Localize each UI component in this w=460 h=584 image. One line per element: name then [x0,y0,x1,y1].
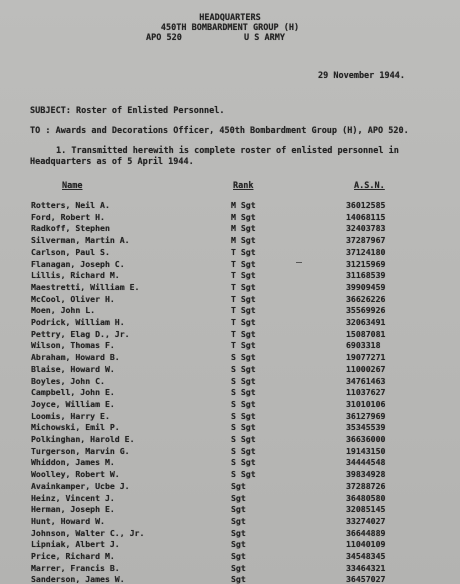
roster-rank: Sgt [231,551,246,561]
roster-name: Abraham, Howard B. [31,352,120,363]
column-header-asn: A.S.N. [354,181,385,191]
roster-asn: 36480580 [346,492,386,503]
roster-name: Herman, Joseph E. [31,504,115,515]
roster-asn: 36127969 [346,410,386,421]
document-date: 29 November 1944. [318,71,405,81]
roster-name: Hunt, Howard W. [31,515,105,526]
header-apo: APO 520 [146,33,182,43]
roster-asn: 34761463 [346,375,386,386]
roster-rank: T Sgt [231,340,256,351]
roster-name: Maestretti, William E. [31,281,140,292]
roster-rank: S Sgt [231,398,256,409]
roster-rank: M Sgt [231,223,256,234]
roster-asn: 11040109 [346,539,386,550]
column-header-rank: Rank [233,181,254,191]
roster-rank: M Sgt [231,235,256,246]
roster-name: Ford, Robert H. [31,211,105,222]
roster-asn: 36012585 [346,200,386,210]
header-army: U S ARMY [244,33,285,43]
roster-rank: Sgt [231,492,246,503]
roster-rank: S Sgt [231,469,256,480]
body-line-1: 1. Transmitted herewith is complete roster of enlisted personnel in [56,146,399,156]
roster-rank: T Sgt [231,246,256,257]
roster-asn: 33274027 [346,515,386,526]
roster-asn: 34548345 [346,551,386,561]
roster-name: Michowski, Emil P. [31,422,120,433]
subject-line: SUBJECT: Roster of Enlisted Personnel. [30,106,225,116]
roster-asn: 37124180 [346,246,386,257]
roster-rank: S Sgt [231,363,256,374]
roster-name: Marrer, Francis B. [31,562,120,573]
roster-name: Wilson, Thomas F. [31,340,115,351]
roster-name: Lillis, Richard M. [31,270,120,281]
roster-name: Avainkamper, Ucbe J. [31,480,130,491]
stray-mark [296,262,302,263]
roster-rank: S Sgt [231,434,256,444]
roster-rank: S Sgt [231,352,256,363]
roster-asn: 11000267 [346,363,386,374]
roster-name: Joyce, William E. [31,398,115,409]
roster-rank: T Sgt [231,258,256,269]
roster-rank: S Sgt [231,387,256,398]
body-line-2: Headquarters as of 5 April 1944. [30,157,194,167]
roster-rank: Sgt [231,515,246,526]
column-header-name: Name [62,181,83,191]
roster-rank: S Sgt [231,422,256,433]
roster-name: Campbell, John E. [31,387,115,398]
roster-asn: 32085145 [346,504,386,515]
roster-asn: 36626226 [346,293,386,304]
roster-rank: T Sgt [231,270,256,281]
roster-asn: 11037627 [346,387,386,398]
roster-asn: 37288726 [346,480,386,491]
roster-name: Turgerson, Marvin G. [31,445,130,456]
roster-rank: T Sgt [231,328,256,339]
roster-asn: 31168539 [346,270,386,281]
roster-asn: 34444548 [346,457,386,468]
roster-name: Podrick, William H. [31,317,125,327]
roster-rank: S Sgt [231,445,256,456]
roster-name: Blaise, Howard W. [31,363,115,374]
roster-rank: T Sgt [231,293,256,304]
roster-name: Lipniak, Albert J. [31,539,120,550]
roster-rank: Sgt [231,562,246,573]
roster-asn: 36636000 [346,434,386,444]
roster-name: Loomis, Harry E. [31,410,110,421]
roster-asn: 33464321 [346,562,386,573]
roster-rank: Sgt [231,480,246,491]
roster-name: Heinz, Vincent J. [31,492,115,503]
roster-rank: T Sgt [231,281,256,292]
roster-asn: 15087081 [346,328,386,339]
header-group: 450TH BOMBARDMENT GROUP (H) [160,23,300,33]
roster-name: Polkinghan, Harold E. [31,434,135,444]
roster-name: Rotters, Neil A. [31,200,110,210]
roster-name: Price, Richard M. [31,551,115,561]
roster-rank: S Sgt [231,410,256,421]
roster-asn: 31010106 [346,398,386,409]
roster-name: Whiddon, James M. [31,457,115,468]
roster-name: Johnson, Walter C., Jr. [31,527,145,538]
roster-name: Silverman, Martin A. [31,235,130,246]
roster-asn: 32403783 [346,223,386,234]
to-line: TO : Awards and Decorations Officer, 450th Bombardment Group (H), APO 520. [30,126,409,136]
roster-asn: 35345539 [346,422,386,433]
roster-name: Flanagan, Joseph C. [31,258,125,269]
roster-name: Boyles, John C. [31,375,105,386]
roster-asn: 36457027 [346,574,386,584]
roster-name: Woolley, Robert W. [31,469,120,480]
roster-name: Carlson, Paul S. [31,246,110,257]
roster-asn: 6903318 [346,340,381,351]
roster-name: Radkoff, Stephen [31,223,110,234]
roster-asn: 32063491 [346,317,386,327]
roster-rank: M Sgt [231,200,256,210]
roster-name: McCool, Oliver H. [31,293,115,304]
roster-rank: Sgt [231,539,246,550]
roster-name: Moen, John L. [31,305,96,316]
roster-name: Pettry, Elag D., Jr. [31,328,130,339]
roster-rank: T Sgt [231,317,256,327]
roster-rank: M Sgt [231,211,256,222]
header-headquarters: HEADQUARTERS [199,13,261,23]
roster-rank: S Sgt [231,375,256,386]
roster-asn: 39834928 [346,469,386,480]
roster-asn: 35569926 [346,305,386,316]
roster-asn: 37287967 [346,235,386,246]
roster-asn: 36644889 [346,527,386,538]
roster-asn: 14068115 [346,211,386,222]
roster-rank: S Sgt [231,457,256,468]
roster-asn: 39909459 [346,281,386,292]
roster-asn: 19143150 [346,445,386,456]
roster-rank: Sgt [231,527,246,538]
roster-rank: Sgt [231,504,246,515]
roster-asn: 19077271 [346,352,386,363]
roster-asn: 31215969 [346,258,386,269]
roster-rank: T Sgt [231,305,256,316]
table-row [0,575,460,584]
roster-name: Sanderson, James W. [31,574,125,584]
roster-rank: Sgt [231,574,246,584]
